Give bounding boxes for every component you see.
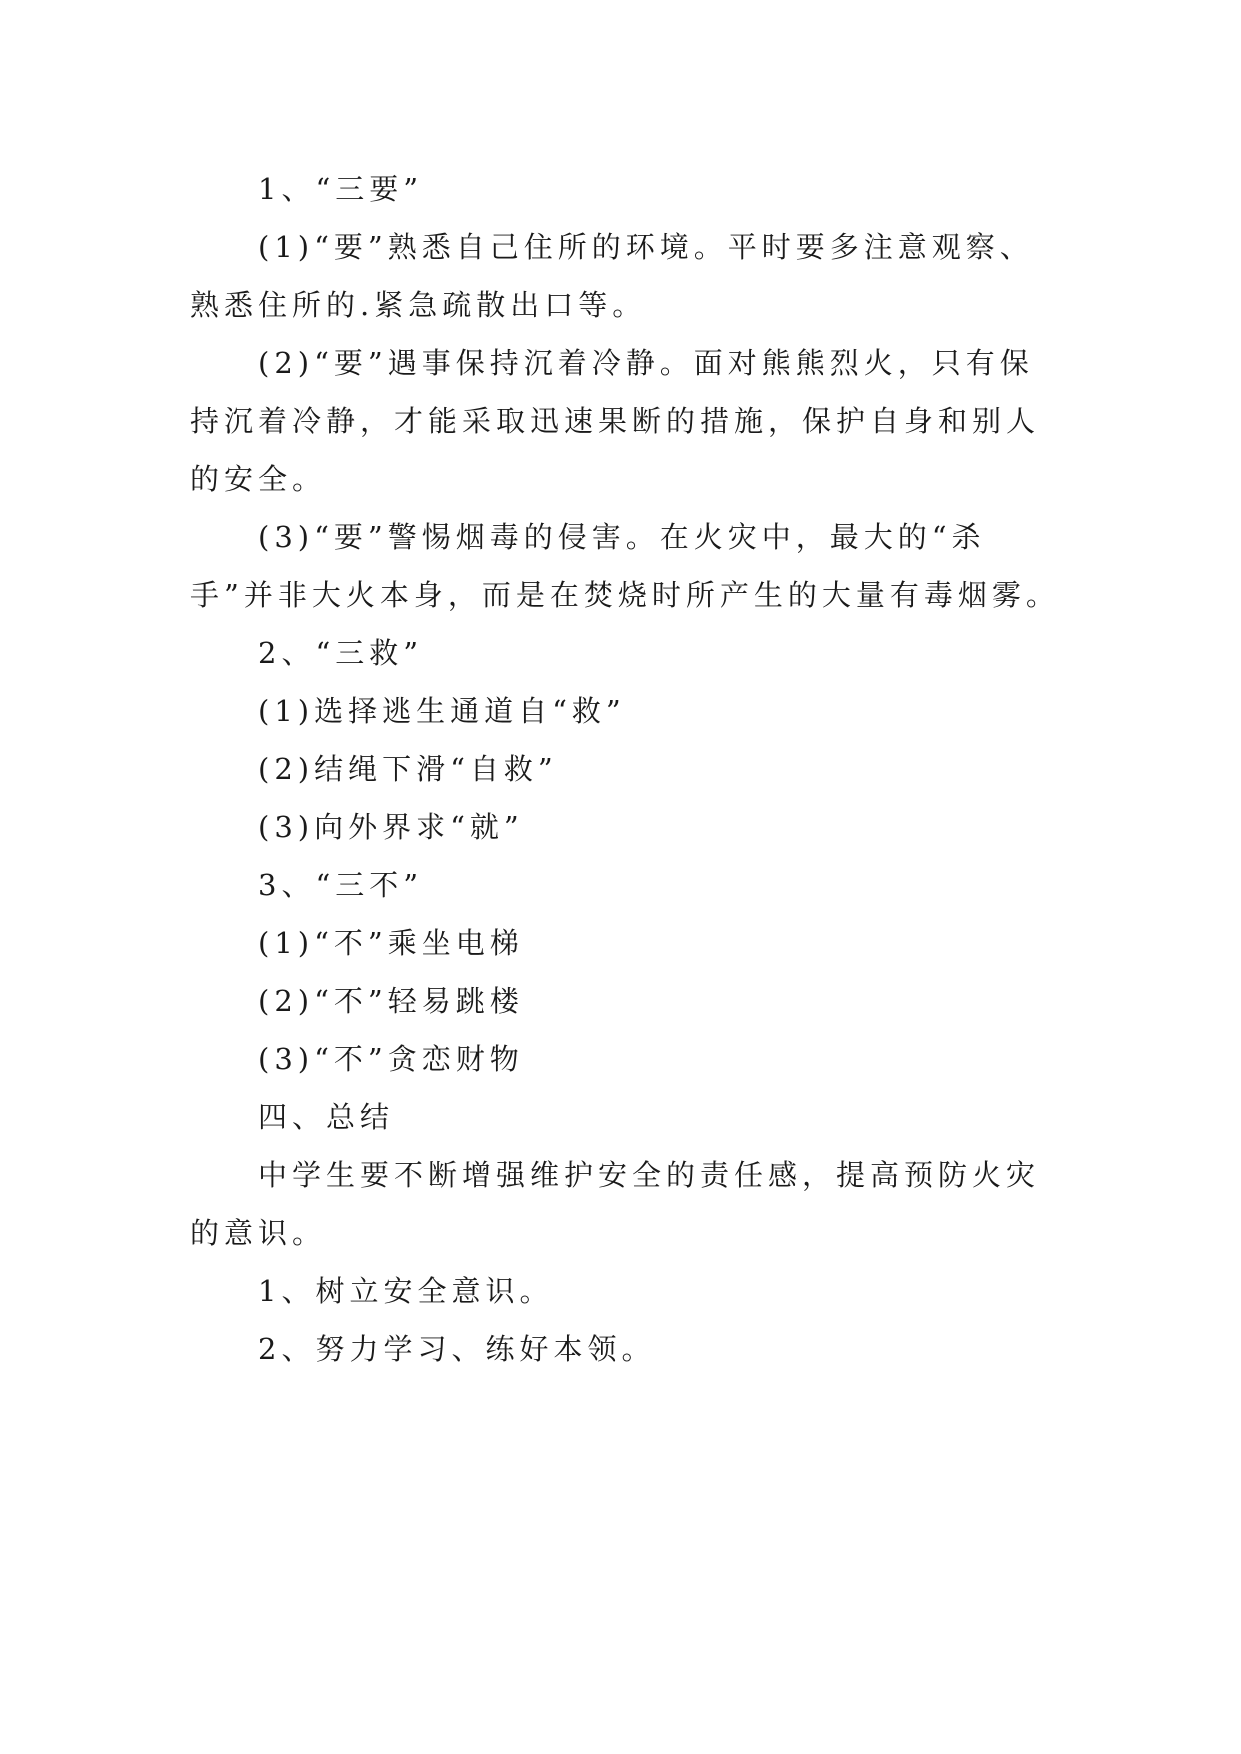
list-item-rescue-1: (1)选择逃生通道自“救” (258, 694, 626, 728)
list-item-dont-1: (1)“不”乘坐电梯 (258, 926, 524, 960)
list-item-rescue-2: (2)结绳下滑“自救” (258, 752, 558, 786)
heading-three-musts: 1、“三要” (258, 172, 424, 206)
list-item-dont-2: (2)“不”轻易跳楼 (258, 984, 524, 1018)
paragraph-summary: 中学生要不断增强维护安全的责任感，提高预防火灾的意识。 (190, 1158, 1041, 1250)
document-body (190, 160, 1062, 1378)
list-item-summary-2: 2、努力学习、练好本领。 (258, 1332, 656, 1366)
heading-three-rescues: 2、“三救” (258, 636, 424, 670)
heading-summary: 四、总结 (258, 1100, 395, 1134)
paragraph-must-3: (3)“要”警惕烟毒的侵害。在火灾中，最大的“杀手”并非大火本身，而是在焚烧时所产生的大量有毒烟雾。 (190, 520, 1060, 612)
list-item-summary-1: 1、树立安全意识。 (258, 1274, 554, 1308)
heading-three-donts: 3、“三不” (258, 868, 424, 902)
list-item-dont-3: (3)“不”贪恋财物 (258, 1042, 524, 1076)
paragraph-must-2: (2)“要”遇事保持沉着冷静。面对熊熊烈火，只有保持沉着冷静，才能采取迅速果断的措施，保护自身和别人的安全。 (190, 346, 1041, 496)
list-item-rescue-3: (3)向外界求“就” (258, 810, 524, 844)
paragraph-must-1: (1)“要”熟悉自己住所的环境。平时要多注意观察、熟悉住所的.紧急疏散出口等。 (190, 230, 1034, 322)
